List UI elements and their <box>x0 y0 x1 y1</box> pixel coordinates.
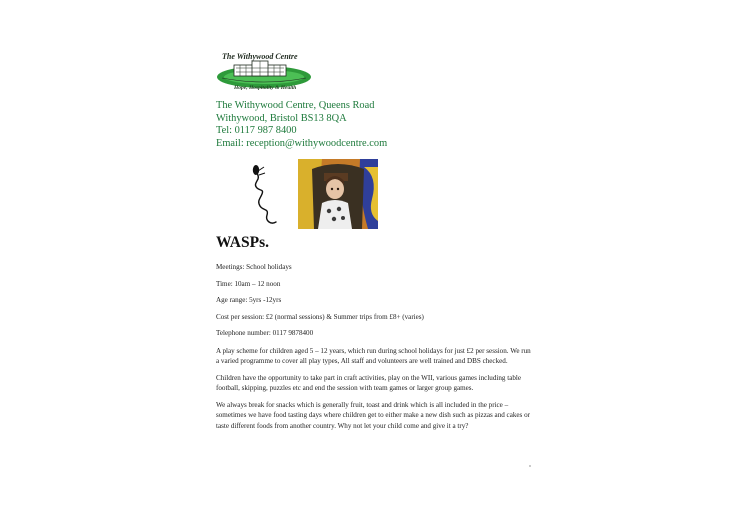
page-title: WASPs. <box>216 234 269 251</box>
description-paragraph-3: We always break for snacks which is generally fruit, toast and drink which is all included in the price – sometimes we have food tasting days where children get to either make a new dish such as pizzas and cakes or taste different foods from another country. Why not let your child come and give it a try? <box>216 401 530 430</box>
logo-tagline: Hope, Hospitality & Health <box>234 85 297 91</box>
address-line-2: Withywood, Bristol BS13 8QA <box>216 112 347 124</box>
address-line-1: The Withywood Centre, Queens Road <box>216 100 375 111</box>
child-in-bouncy-castle-photo <box>298 159 378 229</box>
contact-block <box>216 100 387 150</box>
telephone: Tel: 0117 987 8400 <box>216 125 297 137</box>
wasp-hand-drawn-icon <box>247 162 283 230</box>
meetings-info: Meetings: School holidays <box>216 263 292 271</box>
logo-title: The Withywood Centre <box>222 52 298 61</box>
time-info: Time: 10am – 12 noon <box>216 280 281 288</box>
age-range-info: Age range: 5yrs -12yrs <box>216 296 282 304</box>
scan-speck <box>529 465 531 467</box>
description-paragraph-1: A play scheme for children aged 5 – 12 years, which run during school holidays for just £2 per session. We run a varied programme to cover all play types, All staff and volunteers are well trained and DBS checked. <box>216 347 531 366</box>
email: Email: reception@withywoodcentre.com <box>216 137 388 149</box>
description-paragraph-2: Children have the opportunity to take part in craft activities, play on the WII, various games including table football, skipping, puzzles etc and end the session with team games or larger group games. <box>216 374 522 393</box>
withywood-centre-logo <box>214 52 314 94</box>
cost-info: Cost per session: £2 (normal sessions) & Summer trips from £8+ (varies) <box>216 313 424 321</box>
telephone-info: Telephone number: 0117 9878400 <box>216 329 314 337</box>
